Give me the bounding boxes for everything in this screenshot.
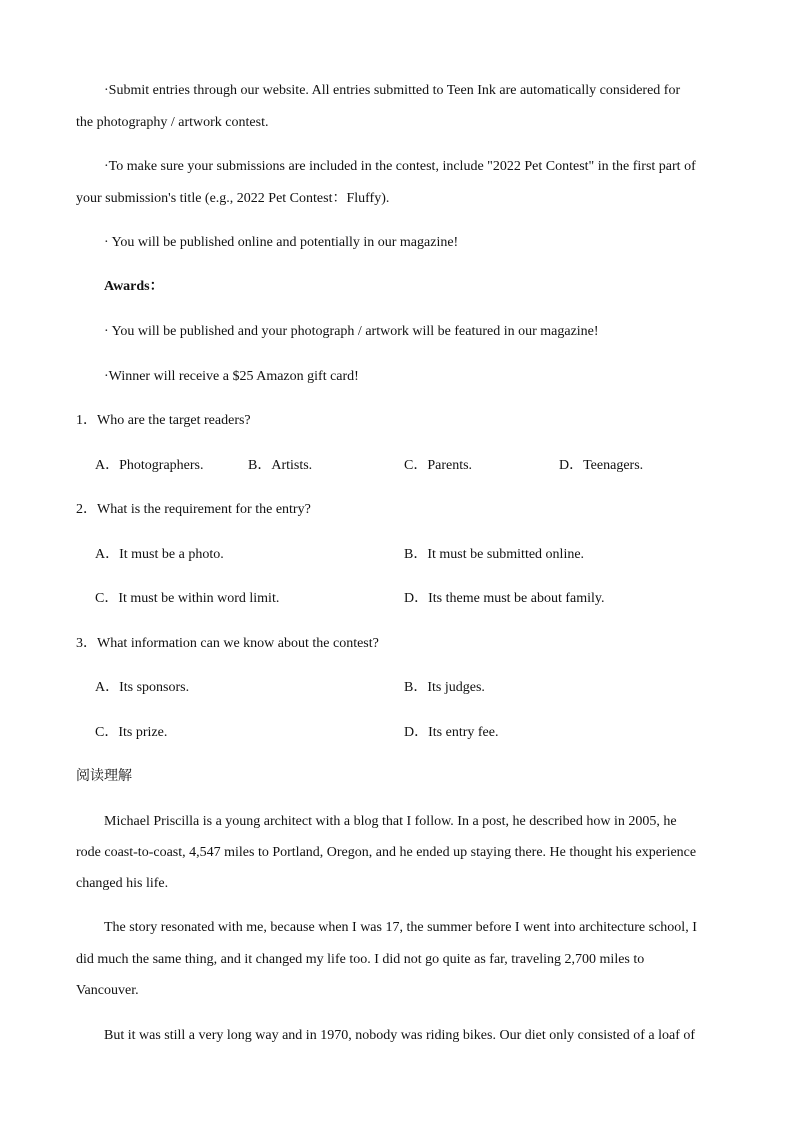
passage-p1-line2: rode coast-to-coast, 4,547 miles to Portland, Oregon, and he ended up staying there. He thought his experience	[76, 845, 697, 860]
question-1-option-c: C．Parents.	[404, 458, 473, 473]
question-1-option-b: B．Artists.	[248, 458, 313, 473]
question-2-option-c: C．It must be within word limit.	[95, 591, 280, 606]
passage-p3-line1: But it was still a very long way and in 1970, nobody was riding bikes. Our diet only consisted of a loaf of	[104, 1028, 696, 1043]
passage-p2-line3: Vancouver.	[76, 983, 139, 998]
passage-p1-line1: Michael Priscilla is a young architect with a blog that I follow. In a post, he described how in 2005, he	[104, 814, 677, 829]
question-3-option-a: A．Its sponsors.	[95, 680, 190, 695]
bullet-title-line2: your submission's title (e.g., 2022 Pet Contest：Fluffy).	[76, 191, 390, 206]
question-3-option-b: B．Its judges.	[404, 680, 485, 695]
question-1-option-d: D．Teenagers.	[559, 458, 644, 473]
question-2-option-d: D．Its theme must be about family.	[404, 591, 605, 606]
awards-item-gift-card: ·Winner will receive a $25 Amazon gift card!	[104, 369, 359, 384]
question-1-stem: 1．Who are the target readers?	[76, 413, 251, 428]
question-3-stem: 3．What information can we know about the contest?	[76, 636, 379, 651]
question-2-stem: 2．What is the requirement for the entry?	[76, 502, 311, 517]
bullet-submit-line2: the photography / artwork contest.	[76, 115, 269, 130]
question-3-option-c: C．Its prize.	[95, 725, 168, 740]
awards-heading: Awards：	[104, 279, 164, 294]
question-2-option-b: B．It must be submitted online.	[404, 547, 585, 562]
passage-p2-line1: The story resonated with me, because when I was 17, the summer before I went into architecture school, I	[104, 920, 697, 935]
bullet-title-line1: ·To make sure your submissions are included in the contest, include "2022 Pet Contest" in the first part of	[104, 159, 696, 174]
question-3-option-d: D．Its entry fee.	[404, 725, 499, 740]
question-2-option-a: A．It must be a photo.	[95, 547, 224, 562]
section-title: 阅读理解	[76, 768, 132, 784]
awards-item-featured: · You will be published and your photograph / artwork will be featured in our magazine!	[104, 324, 599, 339]
question-1-option-a: A．Photographers.	[95, 458, 204, 473]
bullet-submit-line1: ·Submit entries through our website. All entries submitted to Teen Ink are automatically considered for	[104, 83, 681, 98]
passage-p2-line2: did much the same thing, and it changed my life too. I did not go quite as far, traveling 2,700 miles to	[76, 952, 645, 967]
passage-p1-line3: changed his life.	[76, 876, 169, 891]
bullet-published: · You will be published online and potentially in our magazine!	[104, 235, 459, 250]
